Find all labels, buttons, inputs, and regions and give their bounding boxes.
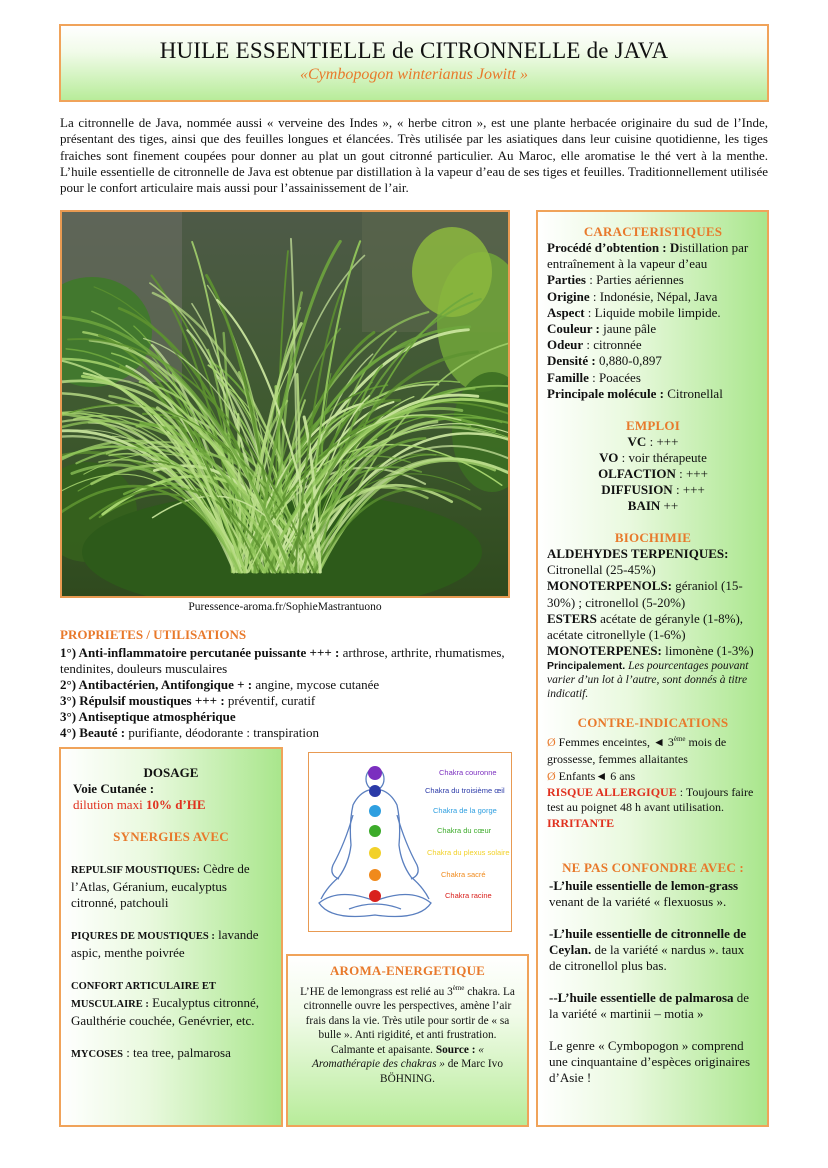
aroma-box xyxy=(286,954,529,1127)
propriete-item: 4°) Beauté : purifiante, déodorante : transpiration xyxy=(60,725,319,740)
dosage-voie: Voie Cutanée : xyxy=(73,781,155,796)
chakra-diagram xyxy=(308,752,512,932)
confondre-heading: NE PAS CONFONDRE AVEC : xyxy=(562,860,744,876)
synergie-item: CONFORT ARTICULAIRE ET MUSCULAIRE : Eucalyptus citronné, Gaulthérie couchée, Genévrier, etc. xyxy=(71,981,259,1028)
caract-row: Principale molécule : Citronellal xyxy=(547,385,723,401)
caracteristiques-heading: CARACTERISTIQUES xyxy=(583,224,723,239)
caract-row: Densité : 0,880-0,897 xyxy=(547,353,662,369)
right-column xyxy=(536,210,769,1127)
chakra-label: Chakra du plexus solaire xyxy=(427,848,510,857)
emploi-row: VO : voir thérapeute xyxy=(599,450,707,466)
chakra-dot-icon xyxy=(369,785,381,797)
emploi-row: OLFACTION : +++ xyxy=(598,466,708,482)
caract-row: Famille : Poacées xyxy=(547,369,641,385)
biochimie-row: ESTERS acétate de géranyle (1-8%), acétate citronellyle (1-6%) xyxy=(547,610,744,643)
propriete-item: 2°) Antibactérien, Antifongique + : angine, mycose cutanée xyxy=(60,677,380,692)
synergie-item: PIQURES DE MOUSTIQUES : lavande aspic, menthe poivrée xyxy=(71,927,259,960)
confondre-item: --L’huile essentielle de palmarosa de la variété « martinii – motia » xyxy=(549,990,750,1022)
chakra-dot-icon xyxy=(369,805,381,817)
dosage-dilution: dilution maxi 10% d’HE xyxy=(73,797,206,812)
contre-item: Ø Enfants◄ 6 ans xyxy=(547,769,636,784)
caract-row: Couleur : jaune pâle xyxy=(547,321,657,337)
bullet-icon: Ø xyxy=(547,735,556,750)
propriete-item: 3°) Antiseptique atmosphérique xyxy=(60,709,236,724)
synergie-item: MYCOSES : tea tree, palmarosa xyxy=(71,1045,231,1060)
bullet-icon: Ø xyxy=(547,769,556,784)
aroma-heading: AROMA-ENERGETIQUE xyxy=(329,963,486,978)
confondre-item: -L’huile essentielle de citronnelle de Ceylan. de la variété « nardus ». taux de citronellol plus bas. xyxy=(549,926,747,974)
biochimie-row: ALDEHYDES TERPENIQUES: Citronellal (25-45%) xyxy=(547,546,729,578)
dosage-heading: DOSAGE xyxy=(143,765,199,780)
chakra-label: Chakra racine xyxy=(445,891,492,900)
page-subtitle: «Cymbopogon winterianus Jowitt » xyxy=(300,66,528,83)
biochimie-row: MONOTERPENES: limonène (1-3%) xyxy=(547,643,754,659)
biochimie-heading: BIOCHIMIE xyxy=(614,530,692,546)
genre-note: Le genre « Cymbopogon » comprend une cinquantaine d’espèces originaires d’Asie ! xyxy=(549,1038,751,1086)
emploi-heading: EMPLOI xyxy=(626,418,680,434)
chakra-label: Chakra du cœur xyxy=(437,826,492,835)
caract-row: Odeur : citronnée xyxy=(547,337,642,353)
chakra-label: Chakra couronne xyxy=(439,768,497,777)
photo-caption: Puressence-aroma.fr/SophieMastrantuono xyxy=(188,601,382,613)
risque-allergique: RISQUE ALLERGIQUE : Toujours faire test au poignet 48 h avant utilisation. xyxy=(547,785,754,815)
synergies-heading: SYNERGIES AVEC xyxy=(113,829,229,844)
intro-paragraph: La citronnelle de Java, nommée aussi « verveine des Indes », « herbe citron », est une plante herbacée originaire du sud de l’Inde, présentant des tiges, ainsi que des feuilles longues et élancées. Très utilisée par les asiatiques dans leur cuisine quotidienne, les tiges fraiches sont finement coupées pour donner au plat un gout citronné particulier. Au Maroc, elle aromatise le thé vert à la menthe. L’huile essentielle de citronnelle de Java est obtenue par distillation à la vapeur d’eau de ses tiges et feuilles. Traditionnellement utilisée pour le confort articulaire mais aussi pour l’assainissement de l’air. xyxy=(60,115,768,196)
chakra-label: Chakra de la gorge xyxy=(433,806,497,815)
chakra-label: Chakra du troisième œil xyxy=(425,786,505,795)
contre-indications-heading: CONTRE-INDICATIONS xyxy=(577,715,729,731)
chakra-dot-icon xyxy=(369,847,381,859)
caract-row: Procédé d’obtention : Distillation par entraînement à la vapeur d’eau xyxy=(547,240,749,272)
meditating-figure-icon xyxy=(309,753,509,929)
chakra-dot-icon xyxy=(369,869,381,881)
emploi-row: VC : +++ xyxy=(627,434,679,450)
chakra-label: Chakra sacré xyxy=(441,870,486,879)
aroma-text: L’HE de lemongrass est relié au 3ème chakra. La citronnelle ouvre les perspectives, amène l’air frais dans la vie. Très utile pour sortir de « sa bulle ». Anti rigidité, et anti frustration. Calmante et apaisante. Source : « Aromathérapie des chakras » de Marc Ivo BÖHNING. xyxy=(300,984,515,1085)
page-title: HUILE ESSENTIELLE de CITRONNELLE de JAVA xyxy=(159,38,669,63)
caract-row: Parties : Parties aériennes xyxy=(547,272,684,288)
chakra-dot-icon xyxy=(368,766,382,780)
lemongrass-plant-image xyxy=(62,212,508,596)
synergie-item: REPULSIF MOUSTIQUES: Cèdre de l’Atlas, Géranium, eucalyptus citronné, patchouli xyxy=(71,861,250,910)
header-box xyxy=(59,24,769,102)
propriete-item: 1°) Anti-inflammatoire percutanée puissante +++ : arthrose, arthrite, rhumatismes, tendinites, douleurs musculaires xyxy=(60,645,505,676)
dosage-synergies-box xyxy=(59,747,283,1127)
biochimie-note: Principalement. Les pourcentages pouvant varier d’un lot à l’autre, sont donnés à titre indicatif. xyxy=(547,660,749,701)
emploi-row: DIFFUSION : +++ xyxy=(601,482,705,498)
caract-row: Aspect : Liquide mobile limpide. xyxy=(547,304,721,320)
emploi-row: BAIN ++ xyxy=(627,498,679,514)
contre-item: Ø Femmes enceintes, ◄ 3ème mois de grossesse, femmes allaitantes xyxy=(547,735,727,767)
irritante-label: IRRITANTE xyxy=(547,816,615,831)
proprietes-section xyxy=(60,627,530,741)
confondre-item: -L’huile essentielle de lemon-grass venant de la variété « flexuosus ». xyxy=(549,878,739,910)
biochimie-row: MONOTERPENOLS: géraniol (15-30%) ; citronellol (5-20%) xyxy=(547,578,743,610)
proprietes-heading: PROPRIETES / UTILISATIONS xyxy=(60,627,247,642)
propriete-item: 3°) Répulsif moustiques +++ : préventif, curatif xyxy=(60,693,316,708)
chakra-dot-icon xyxy=(369,825,381,837)
caract-row: Origine : Indonésie, Népal, Java xyxy=(547,288,718,304)
chakra-dot-icon xyxy=(369,890,381,902)
lemongrass-photo xyxy=(60,210,510,598)
